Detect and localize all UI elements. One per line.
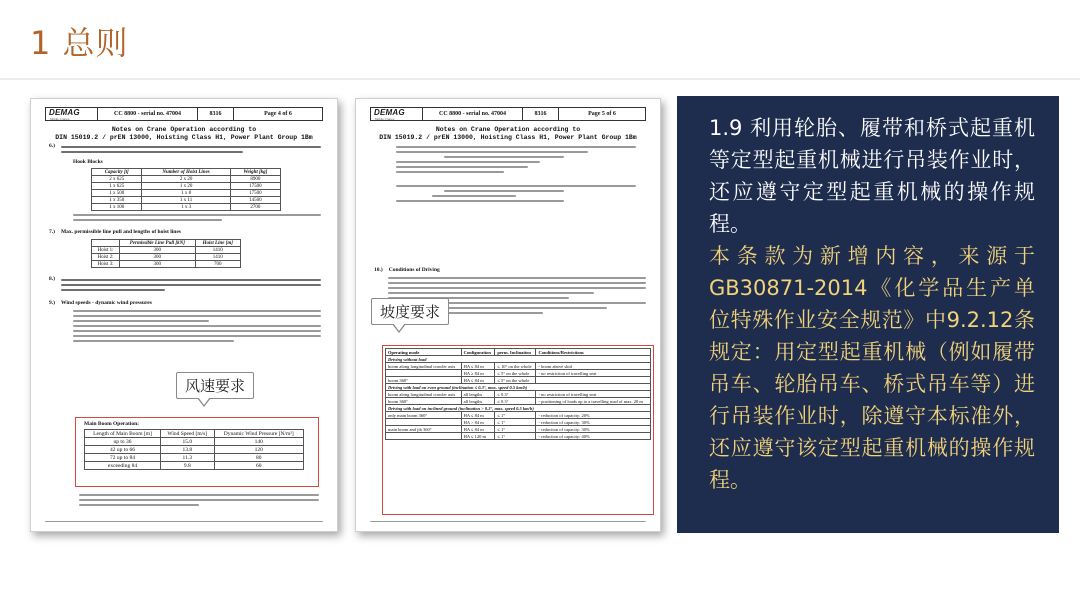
table-cell: HA > 84 m [461,419,495,426]
text-line [73,330,321,332]
hook-blocks-table [91,168,281,211]
slope-callout: 坡度要求 [371,298,449,325]
table-cell: 1 x 350 [92,197,142,204]
table-cell: 1 x 11 [142,197,230,204]
text-line [61,279,321,281]
page-number: Page 5 of 6 [588,111,616,117]
table-row [92,254,241,261]
table-cell [536,377,651,384]
table-cell: - no restriction of travelling seat [536,391,651,398]
table-cell: 13.8 [161,446,215,454]
table-header: Number of Hoist Lines [142,169,230,176]
serial-number: CC 8800 - serial no. 47004 [423,108,523,120]
table-header: Dynamic Wind Pressure [N/m²] [214,430,303,438]
band-label: Driving with load on even ground (inclination ≤ 0.3°, max. speed 0.5 km/h) [386,384,651,391]
table-row [386,398,651,405]
table-row [386,433,651,440]
wind-speed-highlight [75,417,319,487]
table-cell: boom 360° [386,377,462,384]
table-cell: 1 x 100 [92,204,142,211]
section-title: Conditions of Driving [388,267,440,273]
logo-subtext: Mobile Cranes [50,117,70,121]
table-cell: 15.0 [161,438,215,446]
table-cell: ≤ 1° [495,433,536,440]
table-cell: 1410 [195,247,240,254]
explanation-panel [677,96,1059,533]
text-line [73,320,209,322]
table-row [386,370,651,377]
text-line [396,161,540,163]
table-cell: HA ≤ 84 m [461,377,495,384]
table-row [386,419,651,426]
table-cell: ≤ 0.3° [495,398,536,405]
table-cell: - reduction of capacity: 30% [536,426,651,433]
table-header: Capacity [t] [92,169,142,176]
text-line [73,340,234,342]
text-line [396,200,564,202]
logo-text: DEMAG [374,108,405,117]
text-line [396,166,528,168]
table-cell: 1 x 625 [92,183,142,190]
table-cell: 140 [214,438,303,446]
table-row [92,204,281,211]
table-cell: 11.3 [161,454,215,462]
page-number: Page 4 of 6 [264,111,292,117]
section-title: Wind speeds - dynamic wind pressures [60,300,152,306]
document-heading [356,126,660,142]
wind-speed-table [84,429,304,470]
table-cell: 2700 [230,204,280,211]
text-line [73,335,321,337]
clause-text: 1.9 利用轮胎、履带和桥式起重机等定型起重机械进行吊装作业时，还应遵守定型起重机械的操作规程。 [709,116,1035,236]
table-cell: HA ≤ 84 m [461,426,495,433]
serial-number: CC 8800 - serial no. 47004 [98,108,198,120]
table-row [92,183,281,190]
heading-line-2: DIN 15019.2 / prEN 13000, Hoisting Class H1, Power Plant Group 1Bm [55,134,313,141]
table-row [386,377,651,384]
table-cell: 2 x 625 [92,176,142,183]
table-cell: 1410 [195,254,240,261]
table-header: Operating mode [386,349,462,356]
table-cell: up to 36 [85,438,161,446]
table-header: Permissible Line Pull [kN] [119,240,195,247]
table-cell: 17500 [230,190,280,197]
main-boom-label: Main Boom Operation: [84,421,139,427]
table-cell: 80 [214,454,303,462]
table-cell: HA ≤ 120 m [461,433,495,440]
slope-highlight [382,345,654,515]
section-number: 9.) [49,300,55,306]
table-band [386,405,651,412]
table-cell: Hoist 2: [92,254,120,261]
text-line [79,504,199,506]
band-label: Driving with load on inclined ground (inclination > 0.3°, max. speed 0.5 km/h) [386,405,651,412]
text-line [61,146,321,148]
logo-text: DEMAG [49,108,80,117]
line-pull-table [91,239,241,268]
text-line [73,315,321,317]
table-band [386,384,651,391]
table-cell: HA ≤ 84 m [461,412,495,419]
table-cell: - reduction of capacity: 30% [536,419,651,426]
table-header [92,240,120,247]
clause-explanation: 本条款为新增内容，来源于GB30871-2014《化学品生产单位特殊作业安全规范》中9.2.12条规定：用定型起重机械（例如履带吊车、轮胎吊车、桥式吊车等）进行吊装作业时，除遵守本标准外，还应遵守该定型起重机械的操作规程。 [709,244,1035,492]
text-line [444,156,564,158]
table-cell: 2 x 20 [142,176,230,183]
table-cell: 1 x 20 [142,183,230,190]
table-cell: - reduction of capacity: 40% [536,433,651,440]
text-line [396,171,504,173]
table-header: Wind Speed [m/s] [161,430,215,438]
table-row [92,247,241,254]
footer-line [370,521,646,522]
demag-logo [46,108,98,120]
table-cell: 300 [119,254,195,261]
document-header [370,107,646,121]
section-number: 6.) [49,143,55,149]
section-number: 8.) [49,276,55,282]
heading-line-2: DIN 15019.2 / prEN 13000, Hoisting Class H1, Power Plant Group 1Bm [379,134,637,141]
footer-line [45,521,323,522]
wind-speed-callout: 风速要求 [176,372,254,399]
title-divider [0,78,1080,80]
table-cell: 700 [195,261,240,268]
table-header: perm. Inclination [495,349,536,356]
document-header [45,107,323,121]
table-cell: HA ≤ 84 m [461,363,495,370]
table-cell: ≤ 10° on the whole [495,363,536,370]
driving-conditions-table [385,348,651,440]
table-cell: boom 360° [386,398,462,405]
table-cell: ≤ 0.3° [495,391,536,398]
table-cell: 1 x 3 [142,204,230,211]
table-cell: 42 up to 66 [85,446,161,454]
table-cell: 1 x 8 [142,190,230,197]
text-line [61,284,321,286]
table-cell: main boom and jib 360° [386,426,462,433]
table-cell: 300 [119,247,195,254]
section-number: 10.) [374,267,383,273]
text-line [79,494,319,496]
table-cell: 17500 [230,183,280,190]
document-footer [45,518,323,525]
table-row [85,462,304,470]
table-cell: 120 [214,446,303,454]
text-line [432,195,516,197]
table-cell [386,419,462,426]
table-row [92,197,281,204]
text-line [388,282,646,284]
table-header: Length of Main Boom [m] [85,430,161,438]
band-label: Driving without load [386,356,651,363]
table-row [386,426,651,433]
table-header: Hoist Line [m] [195,240,240,247]
table-cell: 14500 [230,197,280,204]
table-band [386,356,651,363]
table-cell: 8900 [230,176,280,183]
table-cell: 1 x 500 [92,190,142,197]
table-row [92,190,281,197]
slide-title: 1 总则 [30,24,129,62]
table-row [386,363,651,370]
table-cell: ≤ 1° [495,419,536,426]
table-cell: 300 [119,261,195,268]
table-cell: ≤ 1° [495,426,536,433]
text-line [73,325,321,327]
heading-line-1: Notes on Crane Operation according to [435,126,581,133]
text-line [61,289,165,291]
text-line [73,214,321,216]
table-cell: 9.8 [161,462,215,470]
table-cell: HA ≥ 84 m [461,370,495,377]
table-cell: - reduction of capacity: 20% [536,412,651,419]
hook-blocks-title: Hook Blocks [73,159,103,165]
demag-logo [371,108,423,120]
table-header: Configuration [461,349,495,356]
text-line [396,185,636,187]
logo-subtext: Mobile Cranes [375,117,395,121]
table-row [386,412,651,419]
table-cell [386,433,462,440]
text-line [73,310,321,312]
heading-line-1: Notes on Crane Operation according to [111,126,257,133]
document-number: 8316 [523,108,559,120]
table-header: Weight [kg] [230,169,280,176]
text-line [388,277,646,279]
table-row [85,438,304,446]
document-heading [31,126,337,142]
table-cell: 72 up to 84 [85,454,161,462]
text-line [396,151,588,153]
table-cell: ≤ 1° [495,412,536,419]
section-title: Max. permissible line pull and lengths of hoist lines [60,229,181,235]
table-cell: all lengths [461,391,495,398]
document-number: 8316 [198,108,234,120]
table-cell: exceeding 84 [85,462,161,470]
table-cell: all lengths [461,398,495,405]
table-cell: boom along longitudinal crawler axis [386,391,462,398]
table-cell: boom along longitudinal crawler axis [386,363,462,370]
table-cell: Hoist 1: [92,247,120,254]
table-row [85,446,304,454]
table-cell: Hoist 3: [92,261,120,268]
document-page-4 [30,98,338,532]
section-number: 7.) [49,229,55,235]
table-cell: - no restriction of travelling seat [536,370,651,377]
table-header: Conditions/Restrictions [536,349,651,356]
text-line [444,190,564,192]
text-line [61,151,243,153]
table-cell: ≤ 5° on the whole [495,377,536,384]
text-line [396,146,636,148]
table-row [92,176,281,183]
table-cell: - boom above skid [536,363,651,370]
table-cell: - positioning of loads up to a travelling road of max. 20 m [536,398,651,405]
table-row [85,454,304,462]
table-cell: 60 [214,462,303,470]
document-footer [370,518,646,525]
text-line [79,499,319,501]
table-cell [386,370,462,377]
text-line [388,292,594,294]
table-cell: only main boom 360° [386,412,462,419]
table-row [386,391,651,398]
table-cell: ≤ 5° on the whole [495,370,536,377]
text-line [73,219,222,221]
table-row [92,261,241,268]
text-line [388,287,646,289]
